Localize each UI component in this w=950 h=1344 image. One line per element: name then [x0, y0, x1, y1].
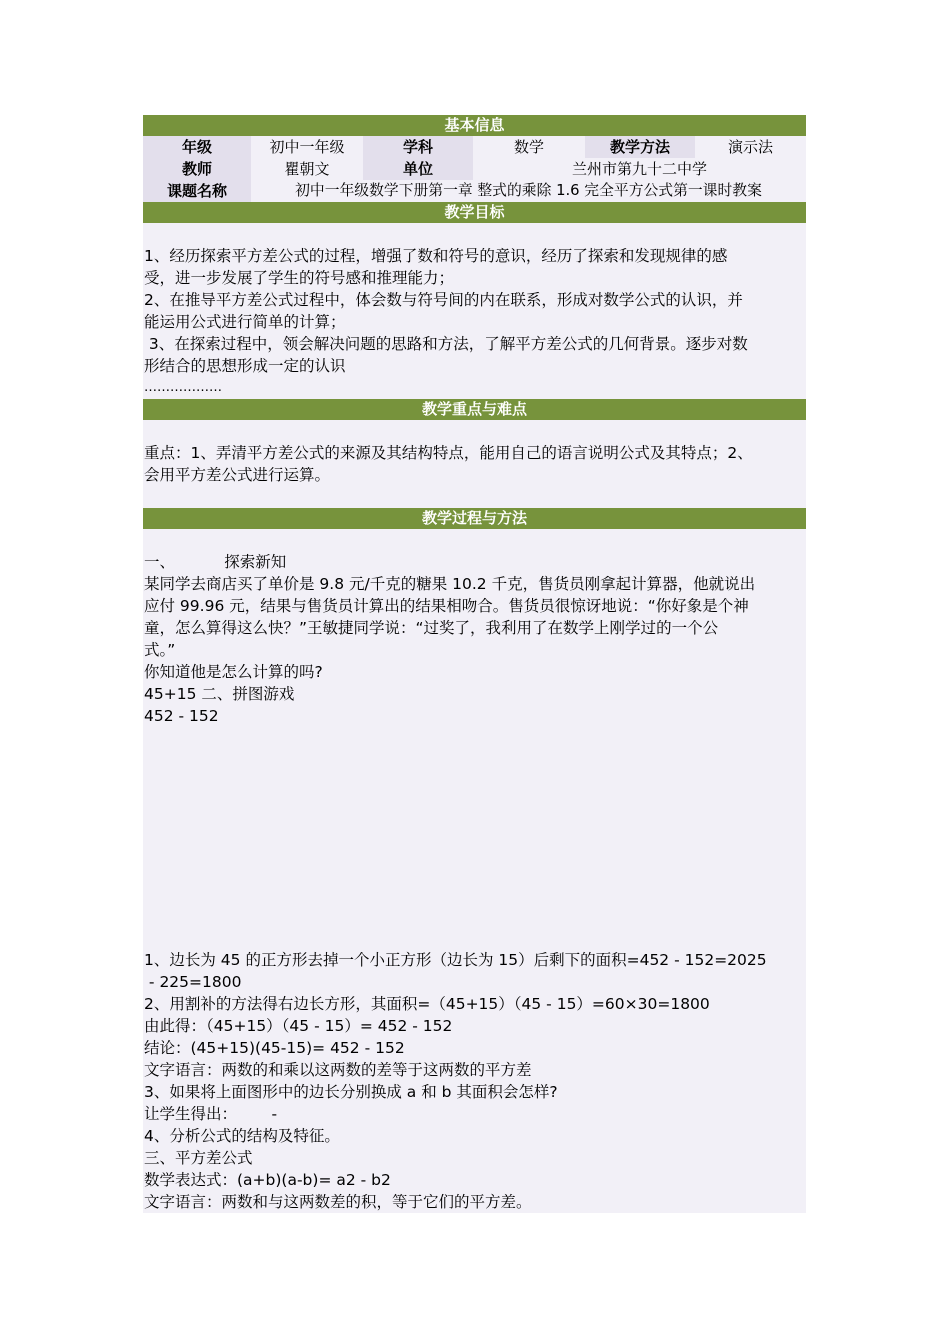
goals-section: [143, 223, 806, 399]
goal-line: 2、在推导平方差公式过程中，体会数与符号间的内在联系，形成对数学公式的认识，并: [144, 291, 743, 309]
goal-line: 1、经历探索平方差公式的过程，增强了数和符号的意识，经历了探索和发现规律的感: [144, 247, 728, 265]
teacher-value: 瞿朝文: [251, 158, 363, 180]
process-line: 式。”: [144, 641, 176, 659]
subject-value: 数学: [473, 136, 585, 158]
key-point-line: 重点：1、弄清平方差公式的来源及其结构特点，能用自己的语言说明公式及其特点；2、: [144, 444, 753, 462]
grade-label: 年级: [143, 136, 251, 158]
goals-ellipsis: ………………: [144, 380, 222, 395]
process-section: [143, 529, 806, 1213]
process-line: - 225=1800: [144, 973, 242, 991]
info-row-grade: [143, 136, 806, 158]
process-line: 你知道他是怎么计算的吗?: [144, 663, 323, 681]
process-line: 由此得：（45+15）（45 - 15）= 452 - 152: [144, 1017, 453, 1035]
process-line: 文字语言：两数的和乘以这两数的差等于这两数的平方差: [144, 1061, 532, 1079]
process-line: 45+15 二、拼图游戏: [144, 685, 295, 703]
subject-label: 学科: [363, 136, 473, 158]
info-row-topic: [143, 180, 806, 202]
process-line: 数学表达式：(a+b)(a-b)= a2 - b2: [144, 1171, 391, 1189]
method-label: 教学方法: [585, 136, 695, 158]
process-header: 教学过程与方法: [143, 508, 806, 529]
process-line: 三、平方差公式: [144, 1149, 253, 1167]
process-line: 3、如果将上面图形中的边长分别换成 a 和 b 其面积会怎样?: [144, 1083, 558, 1101]
topic-value: 初中一年级数学下册第一章 整式的乘除 1.6 完全平方公式第一课时教案: [251, 180, 806, 202]
key-point-line: 会用平方差公式进行运算。: [144, 466, 331, 484]
goal-line: 受，进一步发展了学生的符号感和推理能力；: [144, 269, 455, 287]
goal-line: 形结合的思想形成一定的认识: [144, 357, 346, 375]
key-points-header: 教学重点与难点: [143, 399, 806, 420]
goals-header: 教学目标: [143, 202, 806, 223]
process-line: 结论：(45+15)(45-15)= 452 - 152: [144, 1039, 405, 1057]
process-line: 一、 探索新知: [144, 553, 287, 571]
process-line: 文字语言：两数和与这两数差的积，等于它们的平方差。: [144, 1193, 532, 1211]
unit-label: 单位: [363, 158, 473, 180]
key-points-section: [143, 420, 806, 508]
process-line: 童，怎么算得这么快？”王敏捷同学说：“过奖了，我利用了在数学上刚学过的一个公: [144, 619, 719, 637]
goal-line: 能运用公式进行简单的计算；: [144, 313, 346, 331]
process-line: 1、边长为 45 的正方形去掉一个小正方形（边长为 15）后剩下的面积=452 - 152=2025: [144, 951, 767, 969]
grade-value: 初中一年级: [251, 136, 363, 158]
process-line: 452 - 152: [144, 707, 219, 725]
process-line: 某同学去商店买了单价是 9.8 元/千克的糖果 10.2 千克，售货员刚拿起计算器，他就说出: [144, 575, 756, 593]
lesson-plan-document: [143, 115, 806, 1213]
figure-placeholder: [144, 727, 804, 949]
info-row-teacher: [143, 158, 806, 180]
basic-info-header: 基本信息: [143, 115, 806, 136]
process-line: 2、用割补的方法得右边长方形，其面积=（45+15）（45 - 15）=60×30=1800: [144, 995, 710, 1013]
goal-line: 3、在探索过程中，领会解决问题的思路和方法，了解平方差公式的几何背景。逐步对数: [144, 335, 748, 353]
process-line: 让学生得出： -: [144, 1105, 278, 1123]
teacher-label: 教师: [143, 158, 251, 180]
process-line: 应付 99.96 元，结果与售货员计算出的结果相吻合。售货员很惊讶地说：“你好象是个神: [144, 597, 749, 615]
method-value: 演示法: [695, 136, 806, 158]
process-line: 4、分析公式的结构及特征。: [144, 1127, 340, 1145]
unit-value: 兰州市第九十二中学: [473, 158, 806, 180]
topic-label: 课题名称: [143, 180, 251, 202]
